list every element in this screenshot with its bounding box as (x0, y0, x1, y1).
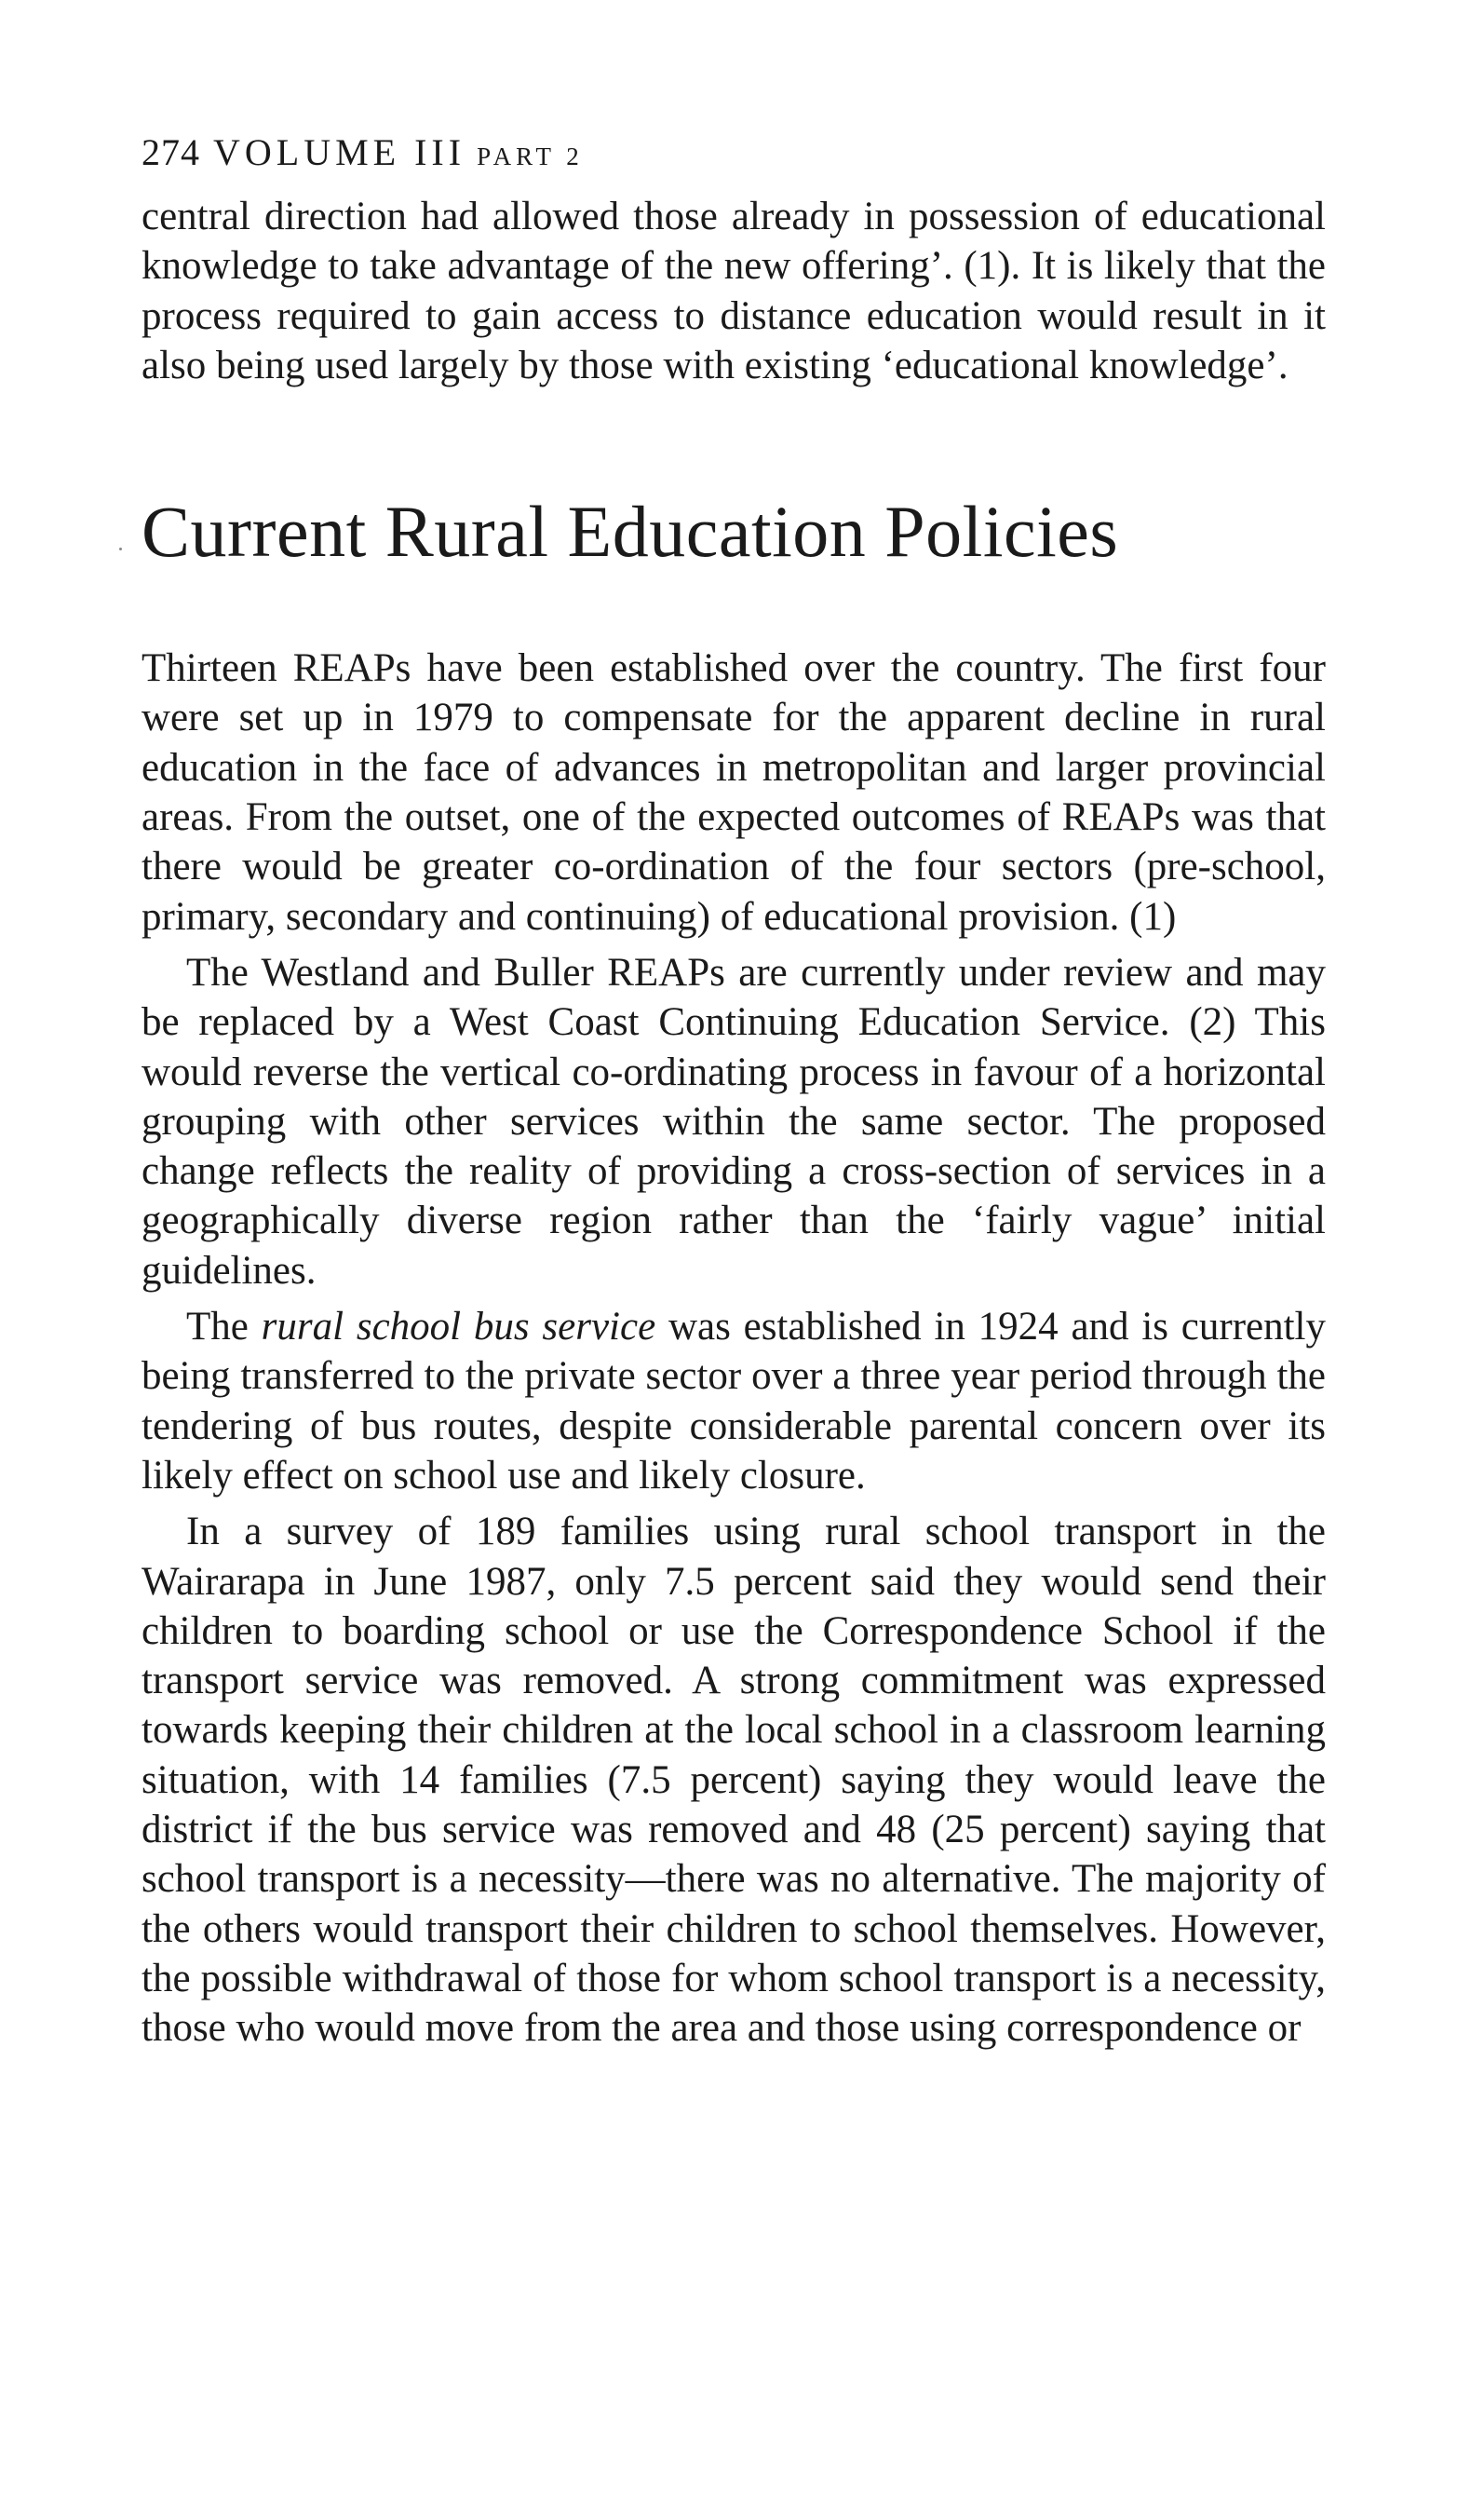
section-title: Current Rural Education Policies (142, 491, 1119, 573)
paragraph-reaps: Thirteen REAPs have been established over the country. The first four were set up in 1979 to compensate for the apparent decline in rural education in the face of advances in metropolitan and larger provincial areas. From the outset, one of the expected outcomes of REAPs was that there would be greater co-ordination of the four sectors (pre-school, primary, secondary and continuing) of educational provision. (1) (142, 646, 1326, 939)
paragraph-wairarapa-survey: In a survey of 189 families using rural school transport in the Wairarapa in June 1987, only 7.5 percent said they would send their children to boarding school or use the Correspondence School if the transport service was removed. A strong commitment was expressed towards keeping their children at the local school in a classroom learning situation, with 14 families (7.5 percent) saying they would leave the district if the bus service was removed and 48 (25 percent) saying that school transport is a necessity—there was no alternative. The majority of the others would transport their children to school themselves. However, the possible withdrawal of those for whom school transport is a necessity, those who would move from the area and those using correspondence or (142, 1510, 1326, 2051)
intro-paragraph: central direction had allowed those already in possession of educational knowledge to take advantage of the new offering’. (1). It is likely that the process required to gain access to distance education would result in it also being used largely by those with existing ‘educational knowledge’. (142, 195, 1326, 387)
bus-service-rest: was established in 1924 and is currently being transferred to the private sector over a three year period through the tendering of bus routes, despite considerable parental concern over its likely effect on school use and likely closure. (142, 1305, 1327, 1498)
running-head (142, 130, 1326, 179)
bus-service-lead: The (186, 1305, 262, 1349)
page-number: 274 (142, 131, 200, 173)
book-page (142, 130, 1326, 2054)
paragraph-bus-service (142, 1302, 1326, 1500)
bus-service-term: rural school bus service (261, 1305, 656, 1349)
part-label: PART 2 (477, 142, 584, 170)
volume-label: VOLUME III (213, 131, 466, 173)
stray-print-mark (119, 548, 122, 550)
paragraph-westland-buller: The Westland and Buller REAPs are currently under review and may be replaced by a West Coast Continuing Education Service. (2) This would reverse the vertical co-ordinating process in favour of a horizontal grouping with other services within the same sector. The proposed change reflects the reality of providing a cross-section of services in a geographically diverse region rather than the ‘fairly vague’ initial guidelines. (142, 950, 1326, 1293)
